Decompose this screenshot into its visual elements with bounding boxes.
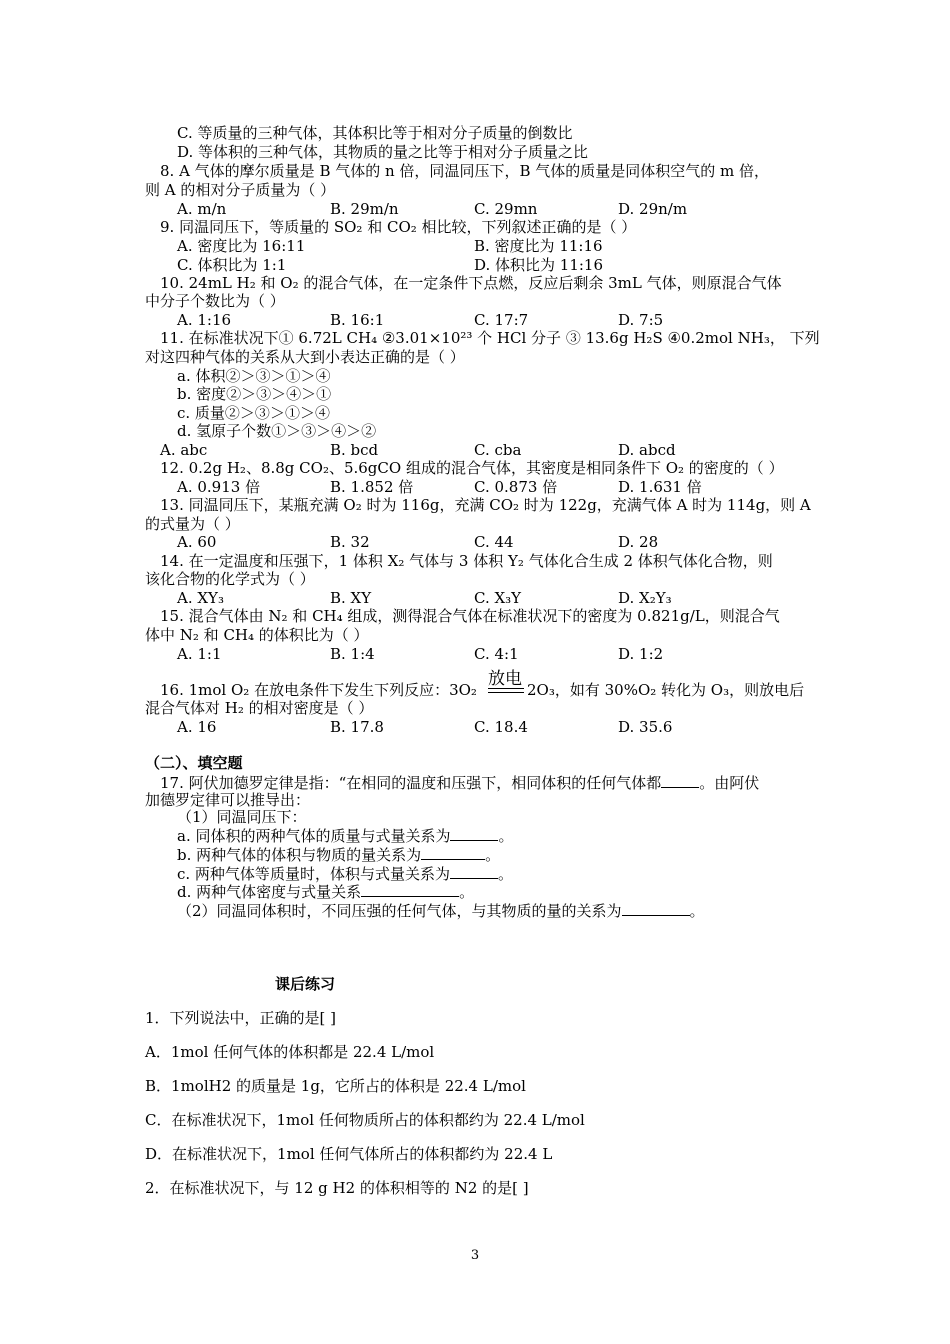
option-line: C. 等质量的三种气体，其体积比等于相对分子质量的倒数比 xyxy=(177,124,573,142)
homework-option-a: A．1mol 任何气体的体积都是 22.4 L/mol xyxy=(145,1043,435,1061)
question-12: 12. 0.2g H₂、8.8g CO₂、5.6gCO 组成的混合气体，其密度是相同条件下 O₂ 的密度的（ ） xyxy=(160,459,784,477)
question-11: 11. 在标准状况下① 6.72L CH₄ ②3.01×10²³ 个 HCl 分子 ③ 13.6g H₂S ④0.2mol NH₃， 下列 xyxy=(160,329,820,347)
option-b: B. 密度比为 11:16 xyxy=(474,237,603,255)
question-8: 8. A 气体的摩尔质量是 B 气体的 n 倍，同温同压下，B 气体的质量是同体积空气的 m 倍， xyxy=(160,162,769,180)
question-16-tail: 2O₃，如有 30%O₂ 转化为 O₃，则放电后 xyxy=(527,681,805,699)
option-b: B. 17.8 xyxy=(330,718,384,736)
q17-text-tail: 。由阿伏 xyxy=(699,774,760,792)
period: 。 xyxy=(459,883,475,901)
homework-option-b: B．1molH2 的质量是 1g，它所占的体积是 22.4 L/mol xyxy=(145,1077,526,1095)
period: 。 xyxy=(497,865,513,883)
homework-title: 课后练习 xyxy=(275,975,336,993)
option-c: C. 18.4 xyxy=(474,718,528,736)
question-16-cont: 混合气体对 H₂ 的相对密度是（ ） xyxy=(145,699,374,717)
option-c: C. 0.873 倍 xyxy=(474,478,558,496)
blank[interactable] xyxy=(450,826,498,841)
option-a: A. 60 xyxy=(177,533,217,551)
option-c: C. 44 xyxy=(474,533,514,551)
option-d: D. 35.6 xyxy=(618,718,673,736)
option-d: D. 体积比为 11:16 xyxy=(474,256,604,274)
fill-item-a xyxy=(177,826,514,845)
homework-question-2: 2．在标准状况下，与 12 g H2 的体积相等的 N2 的是[ ] xyxy=(145,1179,529,1197)
question-11-cont: 对这四种气体的关系从大到小表达正确的是（ ） xyxy=(145,348,465,366)
option-b: B. bcd xyxy=(330,441,379,459)
question-13: 13. 同温同压下，某瓶充满 O₂ 时为 116g，充满 CO₂ 时为 122g，充满气体 A 时为 114g，则 A xyxy=(160,496,811,514)
option-b: B. 16:1 xyxy=(330,311,385,329)
blank[interactable] xyxy=(361,882,459,897)
statement-b: b. 密度②＞③＞④＞① xyxy=(177,385,332,403)
option-a: A. XY₃ xyxy=(177,589,224,607)
fill-text: b. 两种气体的体积与物质的量关系为 xyxy=(177,846,422,864)
option-a: A. m/n xyxy=(177,200,227,218)
option-c: C. X₃Y xyxy=(474,589,522,607)
option-line: D. 等体积的三种气体，其物质的量之比等于相对分子质量之比 xyxy=(177,143,589,161)
option-b: B. XY xyxy=(330,589,372,607)
option-c: C. cba xyxy=(474,441,522,459)
option-b: B. 29m/n xyxy=(330,200,399,218)
q17-text: 17. 阿伏加德罗定律是指：“在相同的温度和压强下，相同体积的任何气体都 xyxy=(160,774,662,792)
option-d: D. abcd xyxy=(618,441,676,459)
fill-text: a. 同体积的两种气体的质量与式量关系为 xyxy=(177,827,451,845)
option-c: C. 4:1 xyxy=(474,645,519,663)
fill-text: （2）同温同体积时，不同压强的任何气体，与其物质的量的关系为 xyxy=(177,902,622,920)
option-a: A. 1:1 xyxy=(177,645,222,663)
option-a: A. 16 xyxy=(177,718,217,736)
question-13-cont: 的式量为（ ） xyxy=(145,515,240,533)
question-15-cont: 体中 N₂ 和 CH₄ 的体积比为（ ） xyxy=(145,626,369,644)
question-9: 9. 同温同压下，等质量的 SO₂ 和 CO₂ 相比较，下列叙述正确的是（ ） xyxy=(160,218,637,236)
option-b: B. 32 xyxy=(330,533,370,551)
option-d: D. 1:2 xyxy=(618,645,664,663)
option-d: D. 1.631 倍 xyxy=(618,478,702,496)
statement-c: c. 质量②＞③＞①＞④ xyxy=(177,404,330,422)
question-10-cont: 中分子个数比为（ ） xyxy=(145,292,285,310)
fill-text: c. 两种气体等质量时，体积与式量关系为 xyxy=(177,865,450,883)
question-14-cont: 该化合物的化学式为（ ） xyxy=(145,570,315,588)
option-a: A. 1:16 xyxy=(177,311,232,329)
reaction-condition: 放电 xyxy=(488,669,522,689)
equals-arrow xyxy=(488,688,524,693)
question-17-cont: 加德罗定律可以推导出： xyxy=(145,791,311,809)
blank[interactable] xyxy=(421,845,485,860)
section-heading: （二）、填空题 xyxy=(145,754,243,772)
question-15: 15. 混合气体由 N₂ 和 CH₄ 组成，测得混合气体在标准状况下的密度为 0.821g/L，则混合气 xyxy=(160,607,780,625)
question-10: 10. 24mL H₂ 和 O₂ 的混合气体，在一定条件下点燃，反应后剩余 3mL 气体，则原混合气体 xyxy=(160,274,782,292)
fill-item-c xyxy=(177,864,513,883)
blank[interactable] xyxy=(450,864,498,879)
question-16: 16. 1mol O₂ 在放电条件下发生下列反应：3O₂ xyxy=(160,681,477,699)
question-17 xyxy=(160,773,759,792)
option-d: D. 7:5 xyxy=(618,311,664,329)
option-a: A. 0.913 倍 xyxy=(177,478,261,496)
option-d: D. X₂Y₃ xyxy=(618,589,672,607)
option-b: B. 1:4 xyxy=(330,645,375,663)
period: 。 xyxy=(689,902,705,920)
sub-question-2 xyxy=(177,901,705,920)
question-8-cont: 则 A 的相对分子质量为（ ） xyxy=(145,181,336,199)
blank[interactable] xyxy=(661,773,699,788)
homework-question-1: 1．下列说法中，正确的是[ ] xyxy=(145,1009,337,1027)
period: 。 xyxy=(485,846,501,864)
period: 。 xyxy=(498,827,514,845)
option-b: B. 1.852 倍 xyxy=(330,478,414,496)
statement-d: d. 氢原子个数①＞③＞④＞② xyxy=(177,422,377,440)
question-14: 14. 在一定温度和压强下，1 体积 X₂ 气体与 3 体积 Y₂ 气体化合生成 2 体积气体化合物，则 xyxy=(160,552,773,570)
option-a: A. 密度比为 16:11 xyxy=(177,237,306,255)
page-number: 3 xyxy=(470,1248,480,1263)
option-a: A. abc xyxy=(160,441,208,459)
option-c: C. 17:7 xyxy=(474,311,529,329)
blank[interactable] xyxy=(622,901,690,916)
homework-option-c: C．在标准状况下，1mol 任何物质所占的体积都约为 22.4 L/mol xyxy=(145,1111,585,1129)
option-c: C. 体积比为 1:1 xyxy=(177,256,287,274)
homework-option-d: D．在标准状况下，1mol 任何气体所占的体积都约为 22.4 L xyxy=(145,1145,553,1163)
option-d: D. 28 xyxy=(618,533,659,551)
fill-text: d. 两种气体密度与式量关系 xyxy=(177,883,362,901)
option-c: C. 29mn xyxy=(474,200,538,218)
fill-item-b xyxy=(177,845,500,864)
sub-question-1: （1）同温同压下： xyxy=(177,808,307,826)
option-d: D. 29n/m xyxy=(618,200,688,218)
fill-item-d xyxy=(177,882,474,901)
statement-a: a. 体积②＞③＞①＞④ xyxy=(177,367,331,385)
